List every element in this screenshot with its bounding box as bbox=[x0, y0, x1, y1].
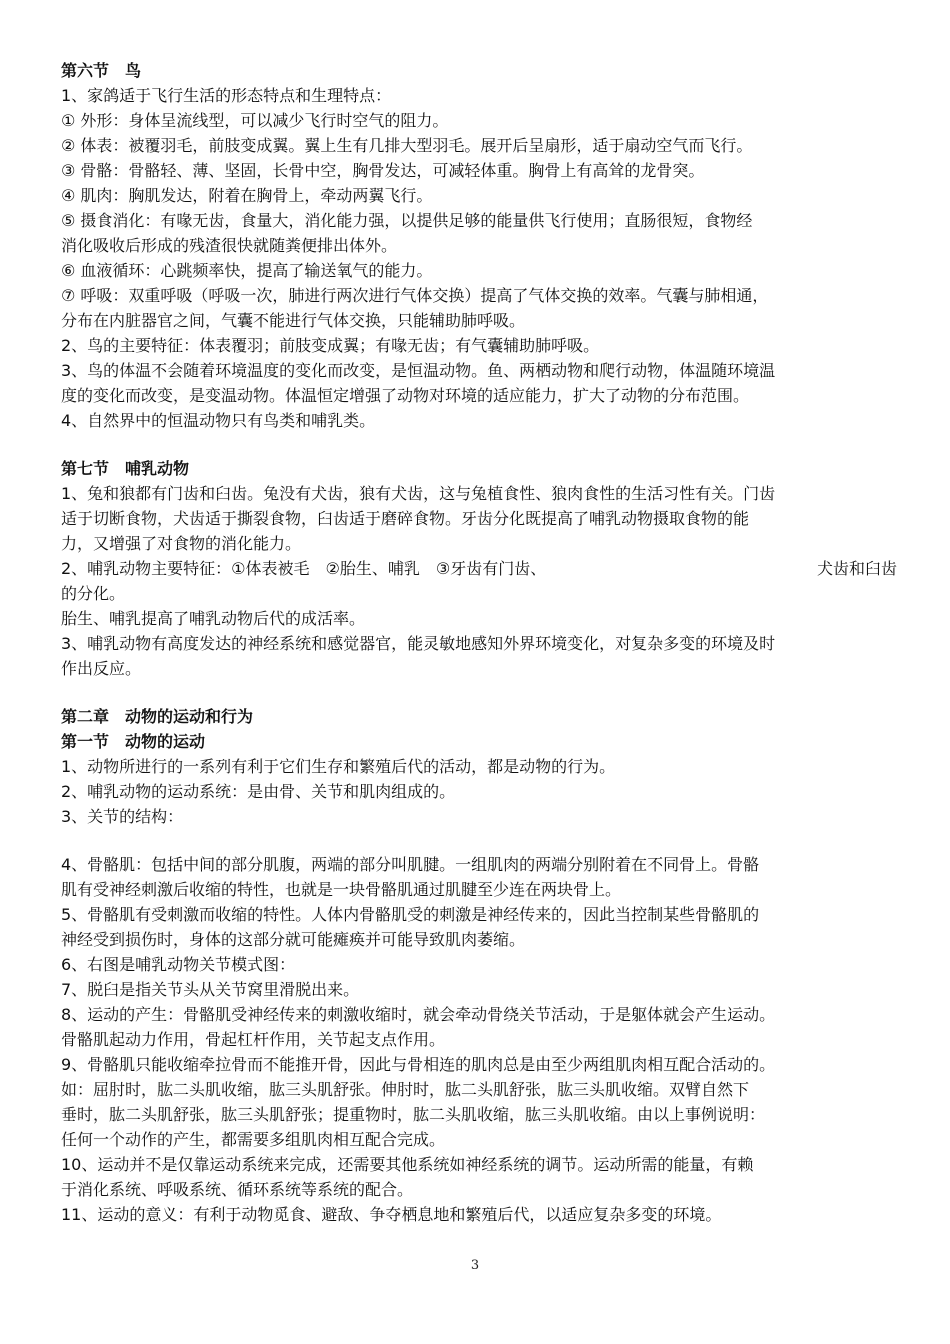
text-line: 胎生、哺乳提高了哺乳动物后代的成活率。 bbox=[61, 609, 366, 628]
text-line: 的分化。 bbox=[61, 584, 126, 603]
text-line: 1、兔和狼都有门齿和臼齿。兔没有犬齿，狼有犬齿，这与兔植食性、狼肉食性的生活习性有关。门齿 bbox=[61, 484, 776, 503]
text-line: 3、关节的结构： bbox=[61, 807, 184, 826]
chapter-title: 第二章 动物的运动和行为 bbox=[61, 707, 254, 726]
text-line: 4、自然界中的恒温动物只有鸟类和哺乳类。 bbox=[61, 411, 376, 430]
bird-section-body bbox=[61, 83, 897, 433]
spacer bbox=[61, 433, 897, 456]
text-line: 8、运动的产生：骨骼肌受神经传来的刺激收缩时，就会牵动骨绕关节活动，于是躯体就会产生运动。 bbox=[61, 1005, 776, 1024]
text-line: 3、哺乳动物有高度发达的神经系统和感觉器官，能灵敏地感知外界环境变化，对复杂多变的环境及时 bbox=[61, 634, 776, 653]
text-line: 1、家鸽适于飞行生活的形态特点和生理特点： bbox=[61, 86, 392, 105]
mammal-section-body-a bbox=[61, 481, 897, 556]
text-line: 分布在内脏器官之间，气囊不能进行气体交换，只能辅助肺呼吸。 bbox=[61, 311, 526, 330]
text-line: 如：屈肘时，肱二头肌收缩，肱三头肌舒张。伸肘时，肱二头肌舒张，肱三头肌收缩。双臂自然下 bbox=[61, 1080, 750, 1099]
spacer bbox=[61, 681, 897, 704]
text-line: 4、骨骼肌：包括中间的部分肌腹，两端的部分叫肌腱。一组肌肉的两端分别附着在不同骨上。骨骼 bbox=[61, 855, 760, 874]
text-line: 力，又增强了对食物的消化能力。 bbox=[61, 534, 302, 553]
section-title-movement: 第一节 动物的运动 bbox=[61, 732, 206, 751]
text-line: 3、鸟的体温不会随着环境温度的变化而改变，是恒温动物。鱼、两栖动物和爬行动物，体温随环境温 bbox=[61, 361, 776, 380]
text-line: ⑤ 摄食消化：有喙无齿，食量大，消化能力强，以提供足够的能量供飞行使用；直肠很短，食物经 bbox=[61, 211, 753, 230]
text-line: 作出反应。 bbox=[61, 659, 142, 678]
text-line: 于消化系统、呼吸系统、循环系统等系统的配合。 bbox=[61, 1180, 414, 1199]
text-line: 肌有受神经刺激后收缩的特性，也就是一块骨骼肌通过肌腱至少连在两块骨上。 bbox=[61, 880, 622, 899]
text-line: 5、骨骼肌有受刺激而收缩的特性。人体内骨骼肌受的刺激是神经传来的，因此当控制某些骨骼肌的 bbox=[61, 905, 760, 924]
text-line: 消化吸收后形成的残渣很快就随粪便排出体外。 bbox=[61, 236, 398, 255]
text-line: 度的变化而改变，是变温动物。体温恒定增强了动物对环境的适应能力，扩大了动物的分布范围。 bbox=[61, 386, 750, 405]
text-line: 2、哺乳动物的运动系统：是由骨、关节和肌肉组成的。 bbox=[61, 782, 456, 801]
text-line: 神经受到损伤时，身体的这部分就可能瘫痪并可能导致肌肉萎缩。 bbox=[61, 930, 526, 949]
page-number: 3 bbox=[470, 1258, 480, 1273]
text-line: 6、右图是哺乳动物关节模式图： bbox=[61, 955, 296, 974]
text-line: ④ 肌肉：胸肌发达，附着在胸骨上，牵动两翼飞行。 bbox=[61, 186, 433, 205]
text-line: 2、鸟的主要特征：体表覆羽；前肢变成翼；有喙无齿；有气囊辅助肺呼吸。 bbox=[61, 336, 600, 355]
mammal-features-line bbox=[61, 556, 897, 581]
mammal-section-body-b bbox=[61, 581, 897, 681]
text-line: ① 外形：身体呈流线型，可以减少飞行时空气的阻力。 bbox=[61, 111, 449, 130]
text-line: 任何一个动作的产生，都需要多组肌肉相互配合完成。 bbox=[61, 1130, 446, 1149]
section-title-mammal: 第七节 哺乳动物 bbox=[61, 459, 190, 478]
movement-section-body-b bbox=[61, 852, 897, 1227]
text-line: 垂时，肱二头肌舒张，肱三头肌舒张；提重物时，肱二头肌收缩，肱三头肌收缩。由以上事例说明： bbox=[61, 1105, 766, 1124]
text-line: 骨骼肌起动力作用，骨起杠杆作用，关节起支点作用。 bbox=[61, 1030, 446, 1049]
text-line: 适于切断食物，犬齿适于撕裂食物，臼齿适于磨碎食物。牙齿分化既提高了哺乳动物摄取食物的能 bbox=[61, 509, 750, 528]
text-line: ③ 骨骼：骨骼轻、薄、坚固，长骨中空，胸骨发达，可减轻体重。胸骨上有高耸的龙骨突。 bbox=[61, 161, 705, 180]
movement-section-body-a bbox=[61, 754, 897, 829]
text-line: 1、动物所进行的一系列有利于它们生存和繁殖后代的活动，都是动物的行为。 bbox=[61, 757, 616, 776]
mammal-features-left: 2、哺乳动物主要特征：①体表被毛 ②胎生、哺乳 ③牙齿有门齿、 bbox=[61, 559, 547, 578]
text-line: 7、脱臼是指关节头从关节窝里滑脱出来。 bbox=[61, 980, 360, 999]
mammal-features-right: 犬齿和臼齿 bbox=[816, 559, 897, 578]
figure-gap bbox=[61, 829, 897, 852]
section-title-bird: 第六节 鸟 bbox=[61, 61, 142, 80]
text-line: 9、骨骼肌只能收缩牵拉骨而不能推开骨，因此与骨相连的肌肉总是由至少两组肌肉相互配合活动的。 bbox=[61, 1055, 776, 1074]
document-page bbox=[61, 58, 897, 1227]
text-line: 10、运动并不是仅靠运动系统来完成，还需要其他系统如神经系统的调节。运动所需的能量，有赖 bbox=[61, 1155, 754, 1174]
text-line: ⑥ 血液循环：心跳频率快，提高了输送氧气的能力。 bbox=[61, 261, 433, 280]
text-line: ② 体表：被覆羽毛，前肢变成翼。翼上生有几排大型羽毛。展开后呈扇形，适于扇动空气而飞行。 bbox=[61, 136, 753, 155]
text-line: ⑦ 呼吸：双重呼吸（呼吸一次，肺进行两次进行气体交换）提高了气体交换的效率。气囊与肺相通， bbox=[61, 286, 769, 305]
text-line: 11、运动的意义：有利于动物觅食、避敌、争夺栖息地和繁殖后代，以适应复杂多变的环境。 bbox=[61, 1205, 722, 1224]
